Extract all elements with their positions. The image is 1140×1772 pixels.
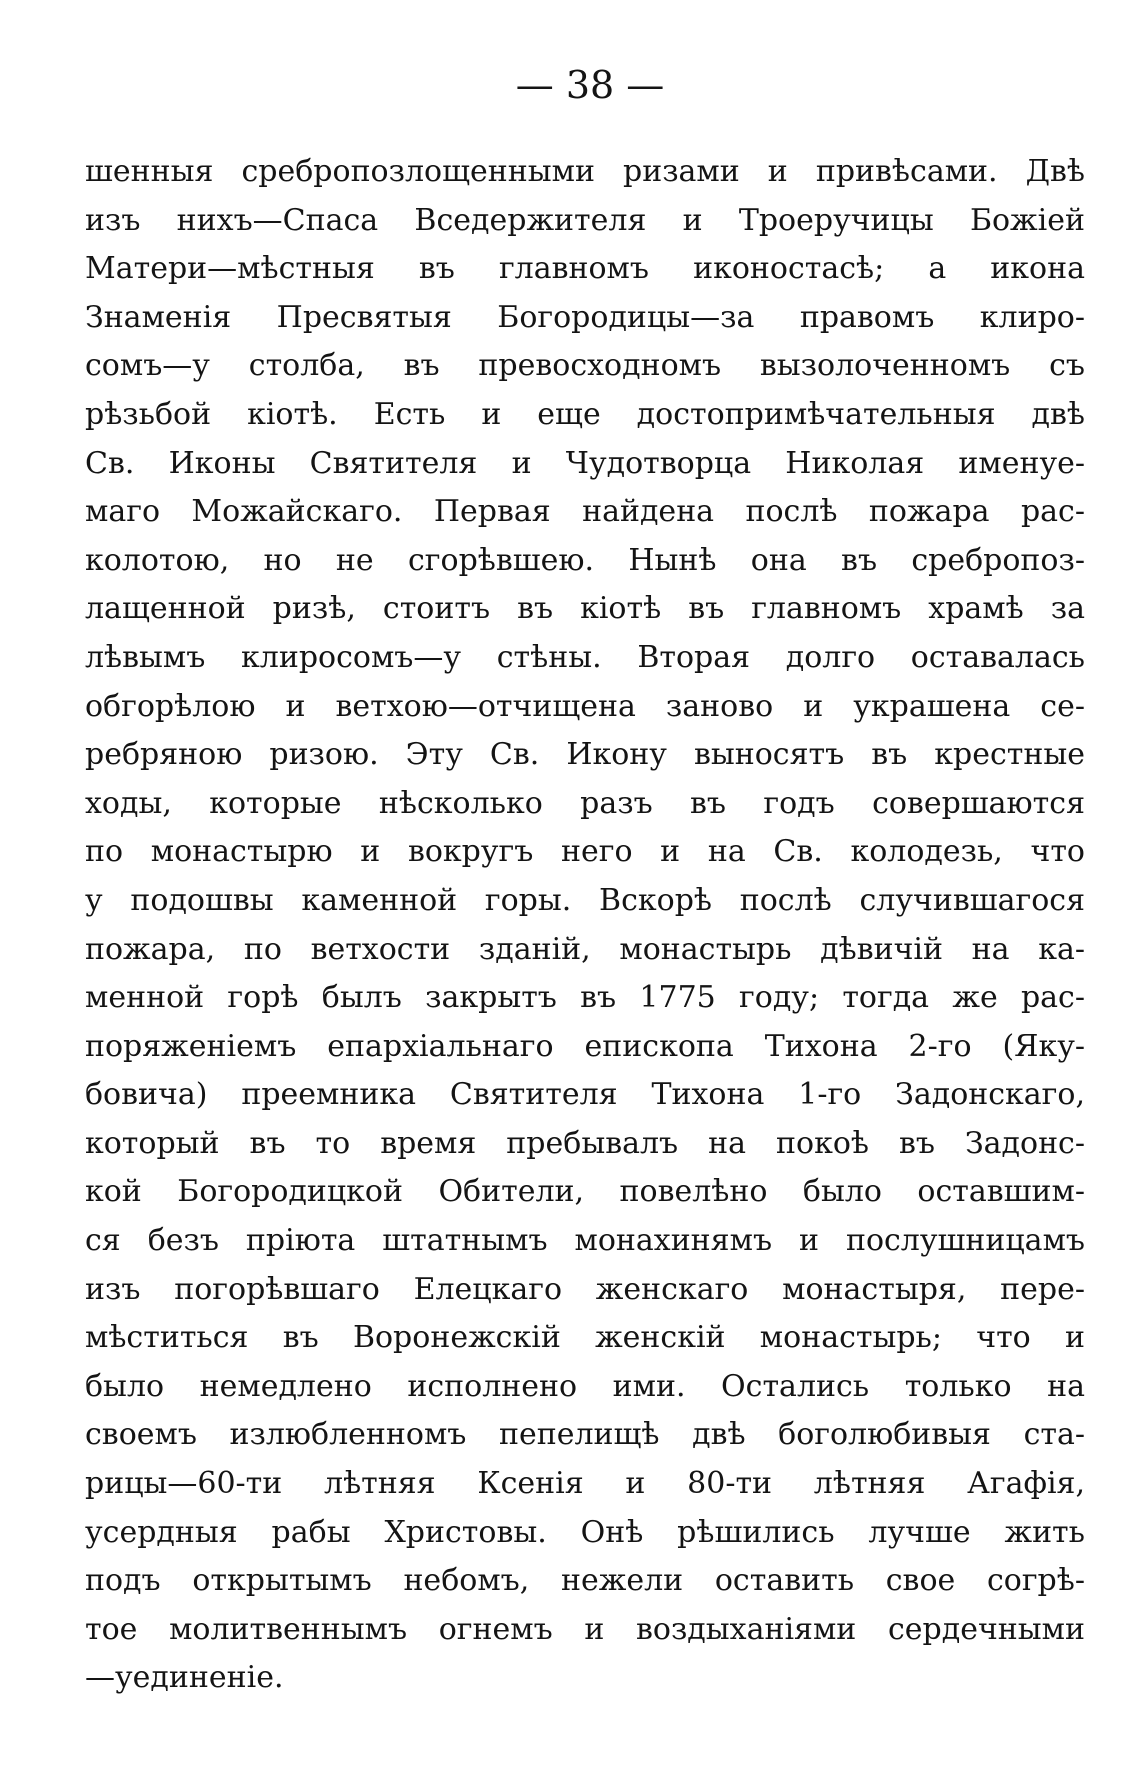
text-line: лѣвымъ клиросомъ—у стѣны. Вторая долго оставалась [85, 639, 1085, 675]
text-line: Матери—мѣстныя въ главномъ иконостасѣ; а икона [85, 251, 1085, 287]
text-line: колотою, но не сгорѣвшею. Нынѣ она въ сребропоз- [85, 542, 1085, 578]
body-text [85, 148, 1085, 1703]
text-line: шенныя сребропозлощенными ризами и привѣсами. Двѣ [85, 154, 1085, 189]
text-line: —уединеніе. [85, 1660, 284, 1696]
text-line: менной горѣ былъ закрытъ въ 1775 году; тогда же рас- [85, 980, 1085, 1016]
page-number: — 38 — [515, 63, 665, 107]
text-line: который въ то время пребывалъ на покоѣ въ Задонс- [85, 1125, 1085, 1161]
text-line: Св. Иконы Святителя и Чудотворца Николая именуе- [85, 445, 1085, 481]
text-line: ся безъ пріюта штатнымъ монахинямъ и послушницамъ [85, 1223, 1085, 1259]
text-line: своемъ излюбленномъ пепелищѣ двѣ боголюбивыя ста- [85, 1417, 1085, 1453]
text-line: бовича) преемника Святителя Тихона 1-го Задонскаго, [85, 1077, 1085, 1113]
text-line: пожара, по ветхости зданій, монастырь дѣвичій на ка- [85, 931, 1085, 967]
text-line: усердныя рабы Христовы. Онѣ рѣшились лучше жить [85, 1514, 1085, 1550]
text-line: изъ погорѣвшаго Елецкаго женскаго монастыря, пере- [85, 1271, 1085, 1307]
text-line: рицы—60-ти лѣтняя Ксенія и 80-ти лѣтняя Агафія, [85, 1466, 1085, 1502]
text-line: ходы, которые нѣсколько разъ въ годъ совершаются [85, 785, 1085, 821]
text-line: Знаменія Пресвятыя Богородицы—за правомъ клиро- [85, 299, 1085, 335]
text-line: у подошвы каменной горы. Вскорѣ послѣ случившагося [85, 882, 1085, 918]
text-line: изъ нихъ—Спаса Вседержителя и Троеручицы Божіей [85, 202, 1085, 238]
text-line: маго Можайскаго. Первая найдена послѣ пожара рас- [85, 494, 1085, 530]
text-line: подъ открытымъ небомъ, нежели оставить свое согрѣ- [85, 1563, 1085, 1599]
text-line: мѣститься въ Воронежскій женскій монастырь; что и [85, 1320, 1085, 1356]
text-line: сомъ—у столба, въ превосходномъ вызолоченномъ съ [85, 348, 1085, 384]
text-line: кой Богородицкой Обители, повелѣно было оставшим- [85, 1174, 1085, 1210]
text-line: обгорѣлою и ветхою—отчищена заново и украшена се- [85, 688, 1085, 724]
text-line: было немедлено исполнено ими. Остались только на [85, 1368, 1085, 1404]
text-line: поряженіемъ епархіальнаго епископа Тихона 2-го (Яку- [85, 1028, 1085, 1064]
text-line: тое молитвеннымъ огнемъ и воздыханіями сердечными [85, 1611, 1085, 1647]
text-line: лащенной ризѣ, стоитъ въ кіотѣ въ главномъ храмѣ за [85, 591, 1085, 627]
text-line: ребряною ризою. Эту Св. Икону выносятъ въ крестные [85, 737, 1085, 773]
text-line: рѣзьбой кіотѣ. Есть и еще достопримѣчательныя двѣ [85, 396, 1085, 432]
text-line: по монастырю и вокругъ него и на Св. колодезь, что [85, 834, 1085, 870]
